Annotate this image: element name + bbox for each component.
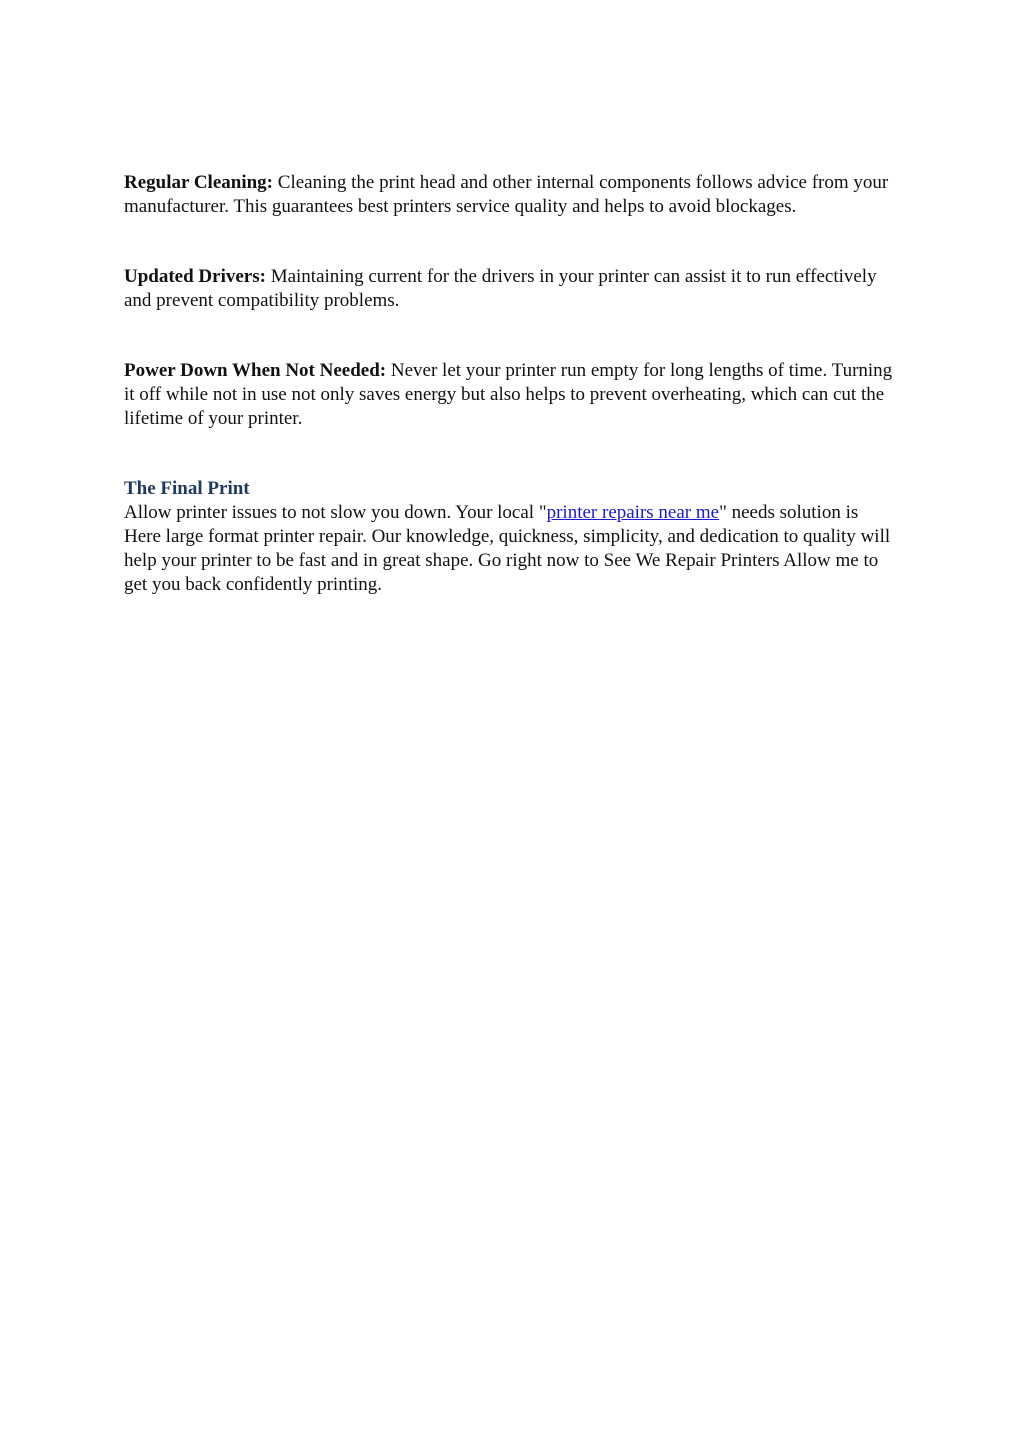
section-heading: The Final Print — [124, 478, 250, 499]
tip-lead-drivers: Updated Drivers: — [124, 266, 266, 287]
tip-lead-power-down: Power Down When Not Needed: — [124, 360, 387, 381]
section-text-after-link: " needs solution is Here large format printer repair. Our knowledge, quickness, simplicity, and dedication to quality will help your printer to be fast and in great shape. Go right now to See We Repair Printers Allow me to get you back confidently printing. — [124, 502, 891, 595]
final-print-section — [124, 477, 894, 597]
printer-repairs-link[interactable]: printer repairs near me — [546, 502, 720, 523]
document-content — [124, 171, 894, 597]
tip-text-cleaning: Cleaning the print head and other internal components follows advice from your manufacturer. This guarantees best printers service quality and helps to avoid blockages. — [124, 172, 889, 217]
tip-text-power-down: Never let your printer run empty for long lengths of time. Turning it off while not in use not only saves energy but also helps to prevent overheating, which can cut the lifetime of your printer. — [124, 360, 893, 429]
tip-text-drivers: Maintaining current for the drivers in your printer can assist it to run effectively and prevent compatibility problems. — [124, 266, 877, 311]
tip-paragraph-drivers — [124, 265, 894, 313]
tip-paragraph-cleaning — [124, 171, 894, 219]
section-body — [124, 501, 894, 597]
section-text-before-link: Allow printer issues to not slow you down. Your local " — [124, 502, 547, 523]
tip-paragraph-power-down — [124, 359, 894, 431]
tip-lead-cleaning: Regular Cleaning: — [124, 172, 274, 193]
